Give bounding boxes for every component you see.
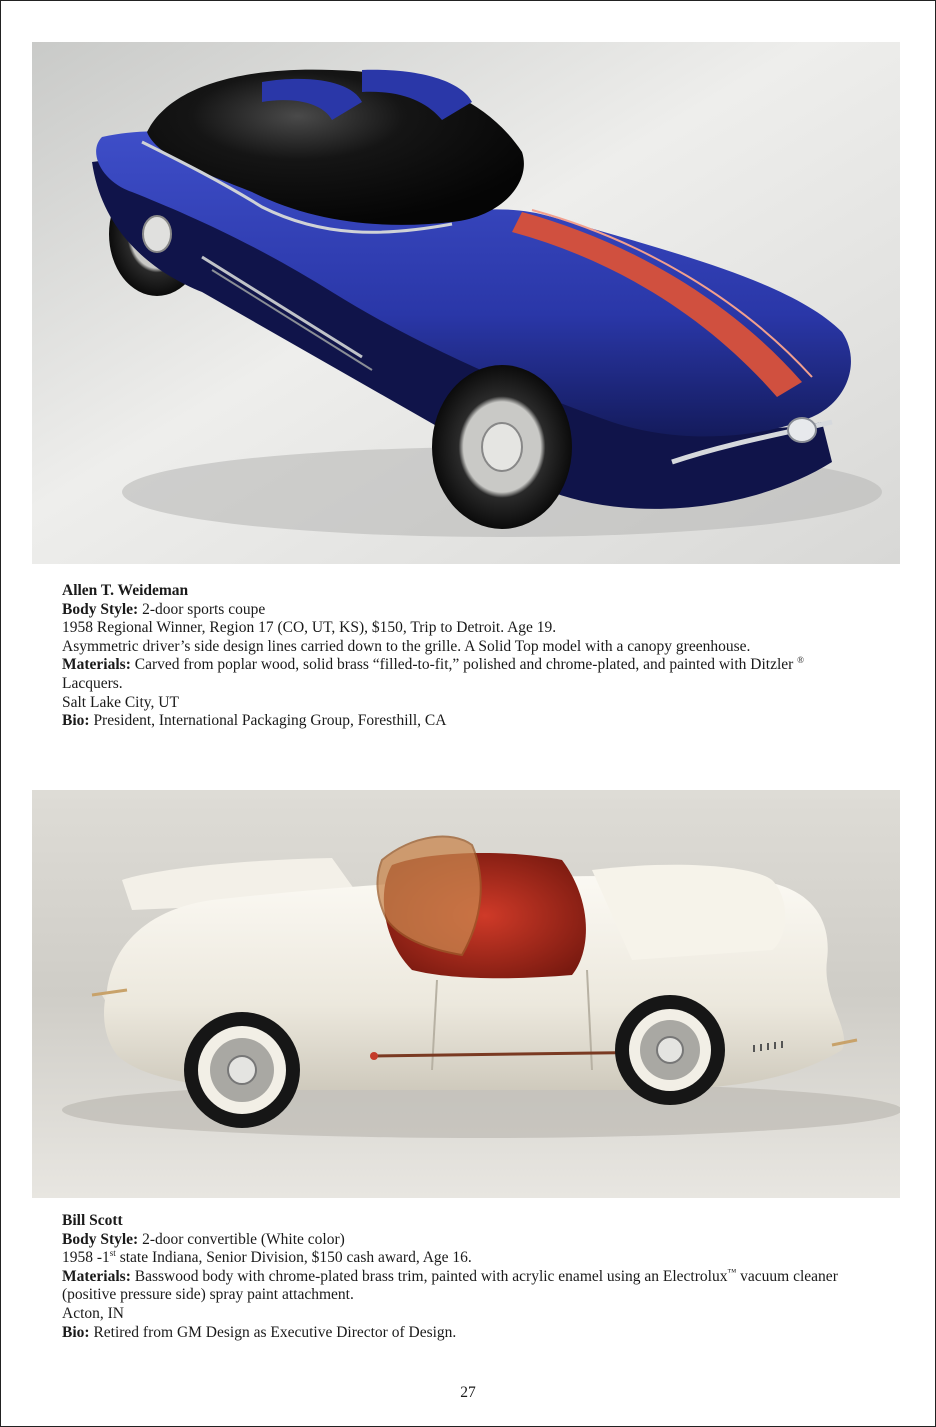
entrant-name: Allen T. Weideman <box>62 582 189 599</box>
award-prefix: 1958 -1 <box>62 1249 110 1267</box>
ordinal-suffix: st <box>109 1248 116 1259</box>
body-style-line <box>62 601 872 620</box>
materials-suffix: vacuum cleaner (positive pressure side) spray paint attachment. <box>62 1267 838 1304</box>
body-style-label: Body Style: <box>62 1230 139 1248</box>
blue-coupe-illustration <box>32 42 900 564</box>
page-number: 27 <box>460 1384 476 1401</box>
award-suffix: state Indiana, Senior Division, $150 cash award, Age 16. <box>115 1249 472 1267</box>
bio-value: Retired from GM Design as Executive Director of Design. <box>89 1323 457 1341</box>
body-style-value: 2-door sports coupe <box>138 600 266 618</box>
location-line: Salt Lake City, UT <box>62 693 179 711</box>
materials-value: Basswood body with chrome-plated brass trim, painted with acrylic enamel using an Electrolux <box>130 1267 728 1285</box>
body-style-value: 2-door convertible (White color) <box>138 1230 345 1248</box>
body-style-label: Body Style: <box>62 600 139 618</box>
materials-label: Materials: <box>62 656 131 674</box>
award-line <box>62 1249 872 1268</box>
bio-label: Bio: <box>62 1323 90 1341</box>
bio-line <box>62 1324 872 1343</box>
caption-weideman <box>62 582 872 731</box>
materials-continued: Lacquers. <box>62 674 123 692</box>
materials-value: Carved from poplar wood, solid brass “filled-to-fit,” polished and chrome-plated, and painted with Ditzler <box>130 656 794 674</box>
blue-coupe-photo <box>32 42 900 564</box>
materials-label: Materials: <box>62 1267 131 1285</box>
description-line: Asymmetric driver’s side design lines carried down to the grille. A Solid Top model with a canopy greenhouse. <box>62 637 751 655</box>
award-line: 1958 Regional Winner, Region 17 (CO, UT, KS), $150, Trip to Detroit. Age 19. <box>62 619 557 637</box>
body-style-line <box>62 1231 872 1250</box>
location-line: Acton, IN <box>62 1304 124 1322</box>
bio-value: President, International Packaging Group, Foresthill, CA <box>89 712 447 730</box>
materials-line <box>62 1268 872 1305</box>
bio-label: Bio: <box>62 712 90 730</box>
caption-scott <box>62 1212 872 1342</box>
white-convertible-photo <box>32 790 900 1198</box>
trademark-mark: ™ <box>727 1266 737 1277</box>
entrant-name: Bill Scott <box>62 1212 123 1229</box>
registered-mark: ® <box>797 655 805 666</box>
materials-line <box>62 656 872 675</box>
white-convertible-illustration <box>32 790 900 1198</box>
bio-line <box>62 712 872 731</box>
